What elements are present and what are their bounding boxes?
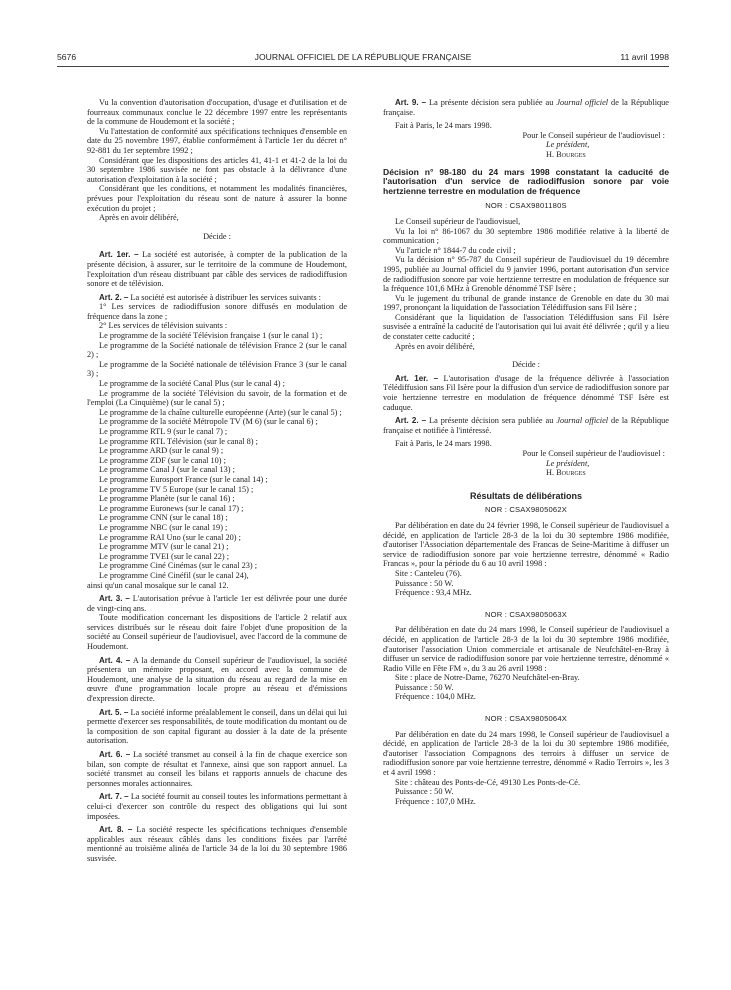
programme-item: Le programme de la société Canal Plus (sur le canal 4) ;	[99, 379, 285, 389]
article-2	[87, 293, 347, 303]
journal-officiel-link: Journal officiel	[556, 416, 609, 426]
article-label: Art. 2. –	[395, 416, 427, 426]
visa: Après en avoir délibéré,	[395, 341, 475, 351]
signatory-line: Pour le Conseil supérieur de l'audiovisuel :	[522, 449, 665, 458]
visa: Vu l'article n° 1844-7 du code civil ;	[395, 245, 516, 255]
decision-article-1	[383, 374, 669, 412]
article-3-paragraph-2: Toute modification concernant les dispositions de l'article 2 relatif aux services distribués sur le réseau doit faire l'objet d'une proposition de la société au Conseil supérieur de l'audiovisuel, avec l'accord de la commune de Houdemont.	[87, 613, 347, 652]
visa: Vu le jugement du tribunal de grande instance de Grenoble en date du 30 mai 1997, prononçant la liquidation de l'association Télédiffusion sans Fil Isère ;	[383, 293, 669, 313]
resultats-heading: Résultats de délibérations	[469, 490, 583, 501]
article-label: Art. 2. –	[99, 292, 129, 302]
visa: Vu la décision n° 95-787 du Conseil supérieur de l'audiovisuel du 19 décembre 1995, publiée au Journal officiel du 9 janvier 1996, portant autorisation d'un service de radiodiffusion sonore par voie hertzienne terrestre en modulation de fréquence sur la fréquence 101,6 MHz à Grenoble dénommé TSF Isère ;	[383, 255, 669, 294]
programme-item: Le programme de la Société nationale de télévision France 3 (sur le canal 3) ;	[87, 359, 347, 379]
article-text: de la République française.	[383, 98, 669, 117]
article-text: de la République française et notifiée à l'intéressé.	[383, 416, 669, 435]
article-text: La société est autorisée à distribuer les services suivants :	[130, 292, 321, 302]
deliberation-frequence: Fréquence : 107,0 MHz.	[395, 796, 476, 806]
article-text: La présente décision sera publiée au	[429, 416, 557, 426]
article-text: L'autorisation d'usage de la fréquence délivrée à l'association Télédiffusion sans Fil Isère pour la diffusion d'un service de radiodiffusion sonore par voie hertzienne terrestre en modulation de fréquence dénommé TSF Isère est caduque.	[383, 373, 670, 412]
article-label: Art. 6. –	[99, 750, 131, 759]
programme-item: Le programme Euronews (sur le canal 17) ;	[99, 503, 244, 513]
deliberation-puissance: Puissance : 50 W.	[395, 578, 454, 588]
visas-list	[383, 217, 669, 351]
article-4	[87, 656, 347, 704]
article-text: La société transmet au conseil à la fin de chaque exercice son bilan, son compte de résultat et l'annexe, ainsi que son rapport annuel. La société transmet au conseil les bilans et rapports annuels de chacune des personnes morales actionnaires.	[87, 750, 348, 788]
programme-list	[87, 331, 347, 580]
programme-item: Le programme RTL Télévision (sur le canal 8) ;	[99, 436, 258, 446]
article-label: Art. 7. –	[99, 792, 129, 802]
right-column	[383, 98, 669, 806]
deliberation-text: Par délibération en date du 24 février 1998, le Conseil supérieur de l'audiovisuel a décidé, en application de l'article 28-3 de la loi du 30 septembre 1986 modifiée, d'autoriser l'Association départementale des Francas de Seine-Maritime à diffuser un service de radiodiffusion sonore par voie hertzienne terrestre, dénommé « Radio Francas », pour la période du 6 au 10 avril 1998 :	[383, 520, 669, 569]
article-label: Art. 9. –	[395, 98, 427, 107]
programme-item: Le programme MTV (sur le canal 21) ;	[99, 542, 229, 552]
programme-item: Le programme Ciné Cinéfil (sur le canal 24),	[99, 570, 249, 580]
article-3	[87, 594, 347, 613]
article-2-point-1: 1° Les services de radiodiffusion sonore diffusés en modulation de fréquence dans la zone ;	[87, 302, 347, 321]
programme-item: Le programme TV 5 Europe (sur le canal 15) ;	[99, 484, 254, 494]
programme-item: Le programme Canal J (sur le canal 13) ;	[99, 465, 235, 475]
signatory-title	[383, 140, 669, 150]
nor-reference: NOR : CSAX9805064X	[484, 714, 568, 724]
programme-item: Le programme de la Société nationale de télévision France 2 (sur le canal 2) ;	[87, 340, 347, 360]
page-number: 5676	[57, 52, 77, 62]
nor-reference: NOR : CSAX9805063X	[484, 609, 568, 619]
programme-item: Le programme ZDF (sur le canal 10) ;	[99, 455, 226, 465]
signatory-name: H. Bourges	[546, 468, 586, 478]
mosaique-line: ainsi qu'un canal mosaïque sur le canal 12.	[87, 580, 229, 590]
deliberation-puissance: Puissance : 50 W.	[395, 682, 454, 692]
president-label: Le président,	[546, 140, 590, 150]
header-rule	[57, 66, 669, 67]
signatory-title	[383, 459, 669, 469]
article-5	[87, 708, 347, 746]
article-label: Art. 3. –	[99, 594, 130, 604]
article-1	[87, 250, 347, 288]
considerants-list	[87, 98, 347, 223]
article-7	[87, 792, 347, 821]
article-text: La société est autorisée, à compter de la publication de la présente décision, à assurer, sur le territoire de la commune de Houdemont, l'exploitation d'un réseau distribuant par câble des services de radiodiffusion sonore et de télévision.	[87, 250, 348, 289]
deliberation-puissance: Puissance : 50 W.	[395, 787, 454, 797]
article-6	[87, 750, 347, 788]
visa: Le Conseil supérieur de l'audiovisuel,	[395, 216, 521, 226]
programme-item: Le programme de la chaîne culturelle européenne (Arte) (sur le canal 5) ;	[99, 407, 342, 417]
decide-heading: Décide :	[512, 360, 540, 370]
article-8	[87, 825, 347, 863]
article-text: L'autorisation prévue à l'article 1er est délivrée pour une durée de vingt-cinq ans.	[87, 594, 348, 613]
deliberation-frequence: Fréquence : 93,4 MHz.	[395, 588, 472, 598]
decision-article-2	[383, 416, 669, 435]
article-text: A la demande du Conseil supérieur de l'audiovisuel, la société présentera un mémoire proposant, en accord avec la commune de Houdemont, une analyse de la situation du réseau au regard de la mise en œuvre d'une programmation locale propre au réseau et d'émissions d'expression directe.	[87, 655, 348, 704]
deliberation-text: Par délibération en date du 24 mars 1998, le Conseil supérieur de l'audiovisuel a décidé, en application de l'article 28-3 de la loi du 30 septembre 1986 modifiée, d'autoriser l'association Compagnons des terroirs à diffuser un service de radiodiffusion sonore par voie hertzienne terrestre, dénommé « Radio Terroirs », les 3 et 4 avril 1998 :	[383, 729, 669, 778]
programme-item: Le programme de la société Télévision du savoir, de la formation et de l'emploi (La Cinquième) (sur le canal 5) ;	[87, 388, 347, 408]
president-label: Le président,	[546, 458, 590, 468]
journal-officiel-link: Journal officiel	[556, 98, 609, 107]
decision-title: Décision n° 98-180 du 24 mars 1998 constatant la caducité de l'autorisation d'un service de radiodiffusion sonore par voie hertzienne terrestre en modulation de fréquence	[383, 166, 669, 196]
programme-item: Le programme RAI Uno (sur le canal 20) ;	[99, 532, 241, 542]
nor-reference: NOR : CSAX9801180S	[485, 201, 567, 211]
visa: Vu la loi n° 86-1067 du 30 septembre 1986 modifiée relative à la liberté de communication ;	[383, 226, 669, 246]
deliberation-site: Site : château des Ponts-de-Cé, 49130 Les Ponts-de-Cé.	[395, 777, 581, 787]
programme-item: Le programme RTL 9 (sur le canal 7) ;	[99, 427, 228, 436]
left-column	[87, 98, 347, 864]
page-header	[57, 52, 669, 66]
article-label: Art. 1er. –	[99, 250, 139, 260]
programme-item: Le programme ARD (sur le canal 9) ;	[99, 446, 224, 456]
programme-item: Le programme Planète (sur le canal 16) ;	[99, 494, 235, 504]
considerant: Considérant que les conditions, et notamment les modalités financières, prévues pour l'exploitation du réseau sont de nature à assurer la bonne exécution du projet ;	[87, 184, 347, 213]
fait-a-paris: Fait à Paris, le 24 mars 1998.	[395, 439, 492, 449]
journal-title: JOURNAL OFFICIEL DE LA RÉPUBLIQUE FRANÇAISE	[254, 52, 472, 62]
nor-reference: NOR : CSAX9805062X	[484, 505, 568, 515]
programme-item: Le programme Eurosport France (sur le canal 14) ;	[99, 474, 268, 484]
considerant: Vu l'attestation de conformité aux spécifications techniques d'ensemble en date du 25 novembre 1997, établie conformément à l'article 1er du décret n° 92-881 du 1er septembre 1992 ;	[87, 126, 347, 155]
article-2-point-2: 2° Les services de télévision suivants :	[99, 321, 228, 331]
deliberation-site: Site : Canteleu (76).	[395, 568, 462, 578]
programme-item: Le programme NBC (sur le canal 19) ;	[99, 522, 228, 532]
article-text: La société respecte les spécifications techniques d'ensemble applicables aux réseaux câblés dans les conditions fixées par l'arrêté mentionné au troisième alinéa de l'article 34 de la loi du 30 septembre 1986 susvisée.	[87, 825, 348, 863]
programme-item: Le programme CNN (sur le canal 18) ;	[99, 513, 228, 523]
fait-a-paris: Fait à Paris, le 24 mars 1998.	[395, 121, 492, 131]
article-label: Art. 1er. –	[395, 373, 439, 383]
article-9	[383, 98, 669, 117]
visa: Considérant que la liquidation de l'association Télédiffusion sans Fil Isère susvisée a entraîné la caducité de l'autorisation qui lui avait été délivrée ; qu'il y a lieu de constater cette caducité ;	[383, 312, 669, 342]
article-label: Art. 8. –	[99, 825, 133, 835]
programme-item: Le programme de la société Télévision française 1 (sur le canal 1) ;	[99, 331, 323, 341]
deliberation-frequence: Fréquence : 104,0 MHz.	[395, 692, 476, 702]
considerant: Vu la convention d'autorisation d'occupation, d'usage et d'utilisation et de fourreaux communaux conclue le 22 décembre 1997 entre les représentants de la commune de Houdemont et la société ;	[87, 98, 347, 127]
article-text: La société fournit au conseil toutes les informations permettant à celui-ci d'exercer son contrôle du respect des obligations qui lui sont imposées.	[87, 792, 348, 821]
signatory-name: H. Bourges	[546, 149, 586, 159]
article-label: Art. 4. –	[99, 655, 131, 665]
decide-heading: Décide :	[203, 231, 231, 241]
issue-date: 11 avril 1998	[620, 52, 669, 62]
deliberation-site: Site : place de Notre-Dame, 76270 Neufchâtel-en-Bray.	[395, 673, 580, 683]
programme-item: Le programme Ciné Cinémas (sur le canal 23) ;	[99, 561, 258, 571]
programme-item: Le programme TVEI (sur le canal 22) ;	[99, 551, 230, 561]
article-text: La présente décision sera publiée au	[429, 98, 557, 107]
considerant: Considérant que les dispositions des articles 41, 41-1 et 41-2 de la loi du 30 septembre 1986 susvisée ne font pas obstacle à la délivrance d'une autorisation d'exploitation à la société ;	[87, 155, 347, 184]
signatory-line: Pour le Conseil supérieur de l'audiovisuel :	[522, 130, 665, 140]
article-label: Art. 5. –	[99, 707, 129, 717]
programme-item: Le programme de la société Métropole TV (M 6) (sur le canal 6) ;	[99, 417, 318, 427]
article-text: La société informe préalablement le conseil, dans un délai qui lui permette d'exercer ses responsabilités, de toute modification du montant ou de la composition de son capital figurant au dossier à la date de la présente autorisation.	[87, 707, 347, 746]
considerant: Après en avoir délibéré,	[99, 213, 179, 223]
deliberation-text: Par délibération en date du 24 mars 1998, le Conseil supérieur de l'audiovisuel a décidé, en application de l'article 28-3 de la loi du 30 septembre 1986 modifiée, d'autoriser l'association Union commerciale et artisanale de Neufchâtel-en-Bray à diffuser un service de radiodiffusion sonore par voie hertzienne terrestre, dénommé « Radio Ville en Fête FM », du 3 au 26 avril 1998 :	[383, 625, 669, 673]
